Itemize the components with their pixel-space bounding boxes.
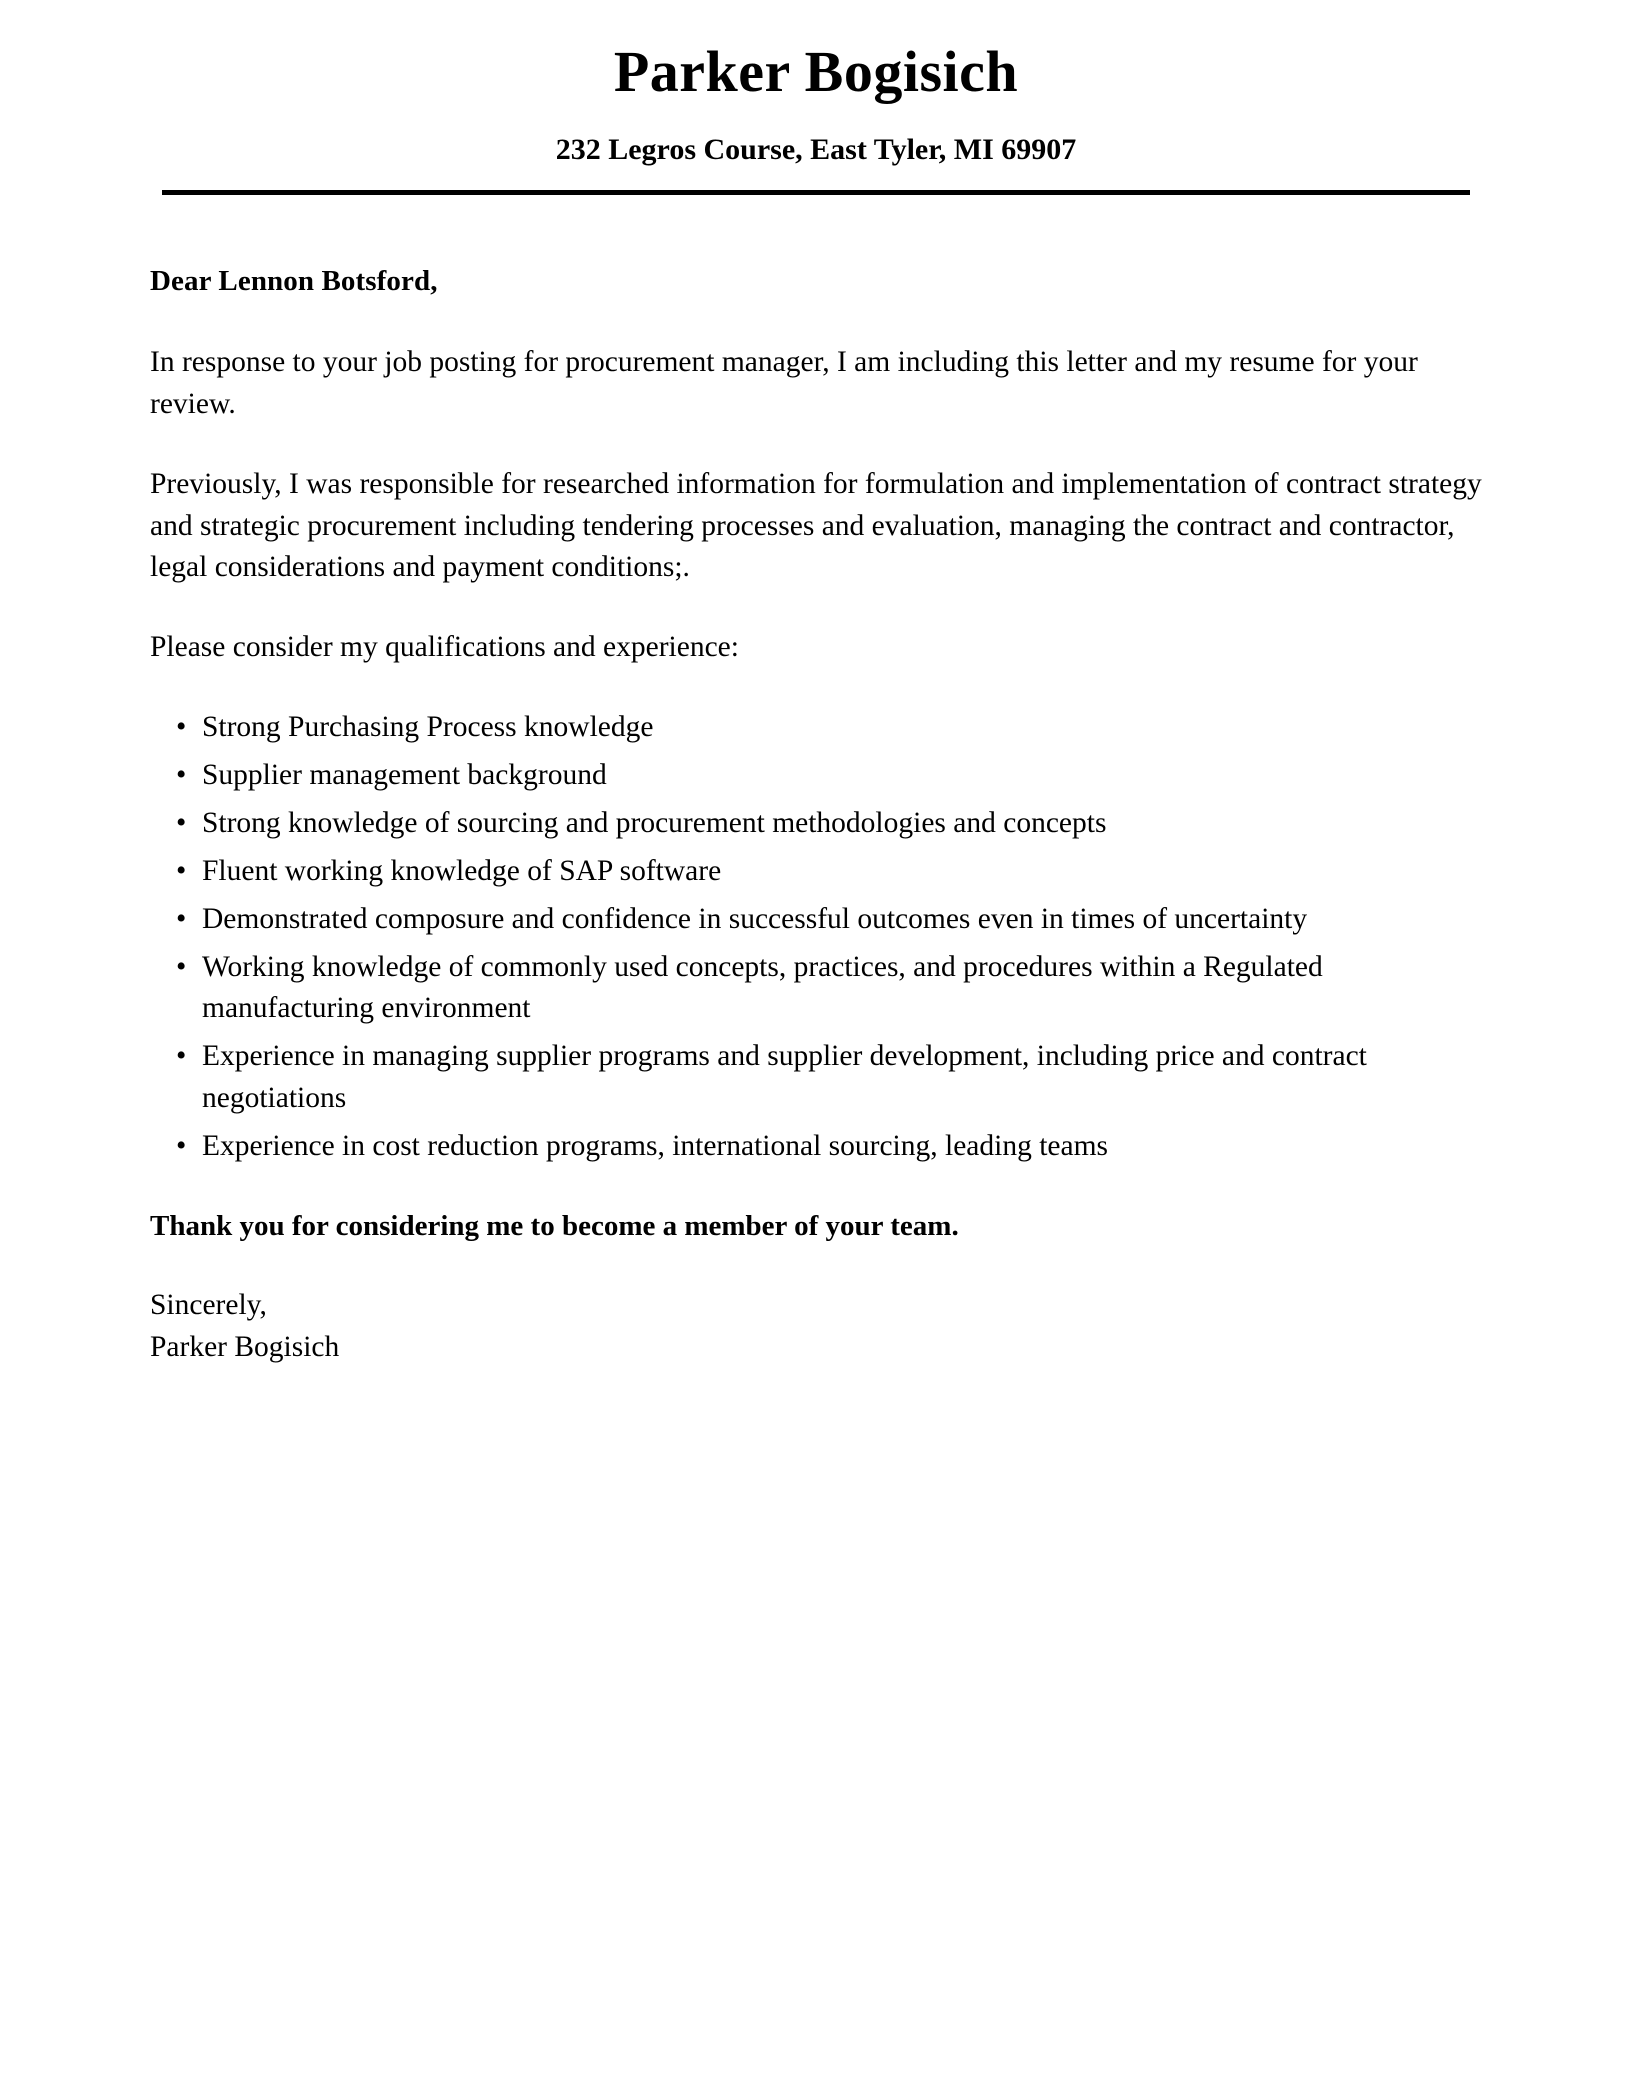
- bullet-icon: •: [176, 950, 187, 983]
- body-paragraph-3: Please consider my qualifications and experience:: [150, 631, 739, 664]
- signature-block: [150, 1285, 1482, 1369]
- list-item: [150, 707, 1482, 749]
- list-item: [150, 803, 1482, 845]
- letter-body: [150, 261, 1482, 1369]
- list-item-label: Experience in managing supplier programs and supplier development, including price and contract negotiations: [202, 1040, 1367, 1115]
- cover-letter: [150, 0, 1482, 1369]
- list-item-label: Demonstrated composure and confidence in successful outcomes even in times of uncertainty: [202, 902, 1308, 935]
- list-item: [150, 755, 1482, 797]
- bullet-icon: •: [176, 759, 187, 792]
- list-item-label: Strong knowledge of sourcing and procurement methodologies and concepts: [202, 806, 1107, 839]
- bullet-icon: •: [176, 711, 187, 744]
- closing-statement: Thank you for considering me to become a member of your team.: [150, 1209, 959, 1242]
- list-item: [150, 1126, 1482, 1168]
- candidate-address: 232 Legros Course, East Tyler, MI 69907: [555, 132, 1077, 166]
- bullet-icon: •: [176, 806, 187, 839]
- bullet-icon: •: [176, 854, 187, 887]
- list-item-label: Fluent working knowledge of SAP software: [202, 854, 722, 887]
- bullet-icon: •: [176, 1130, 187, 1163]
- salutation: Dear Lennon Botsford,: [150, 264, 438, 297]
- page-title: Parker Bogisich: [613, 39, 1019, 104]
- list-item-label: Experience in cost reduction programs, international sourcing, leading teams: [202, 1130, 1109, 1163]
- list-item: [150, 851, 1482, 893]
- signature-name: Parker Bogisich: [150, 1331, 340, 1364]
- list-item-label: Working knowledge of commonly used concepts, practices, and procedures within a Regulated manufacturing environment: [202, 950, 1323, 1025]
- bullet-icon: •: [176, 1040, 187, 1073]
- body-paragraph-2: Previously, I was responsible for researched information for formulation and implementation of contract strategy and strategic procurement including tendering processes and evaluation, managing the contract and contractor, legal considerations and payment conditions;.: [150, 467, 1482, 584]
- list-item-label: Strong Purchasing Process knowledge: [202, 711, 654, 744]
- body-paragraph-1: In response to your job posting for procurement manager, I am including this letter and my resume for your review.: [150, 345, 1418, 420]
- qualifications-list: [150, 707, 1482, 1168]
- letter-header: [150, 0, 1482, 195]
- list-item: [150, 947, 1482, 1031]
- bullet-icon: •: [176, 902, 187, 935]
- list-item-label: Supplier management background: [202, 759, 607, 792]
- list-item: [150, 899, 1482, 941]
- list-item: [150, 1036, 1482, 1120]
- signoff-label: Sincerely,: [150, 1289, 267, 1322]
- header-divider: [162, 190, 1470, 195]
